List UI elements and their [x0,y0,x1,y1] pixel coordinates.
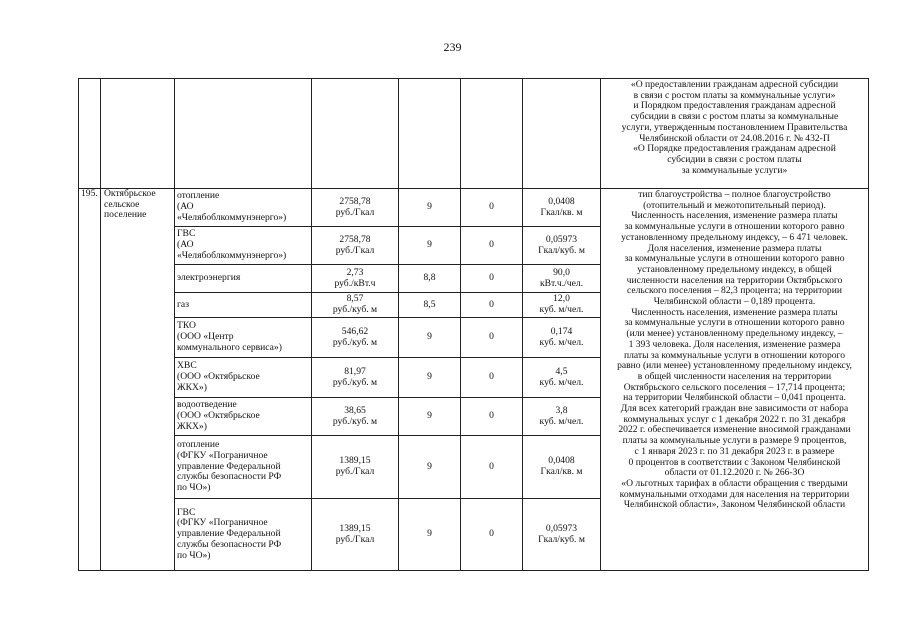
service-row [79,189,869,227]
tariff-value: 2758,78 руб./Гкал [312,189,399,227]
tariff-value: 2,73 руб./кВт.ч [312,265,399,293]
legal-basis-continuation: «О предоставлении гражданам адресной субсидии в связи с ростом платы за коммунальные услуги» и Порядком предоставления гражданам адресной субсидии в связи с ростом платы за коммунальные услуги, утвержденным постановлением Правительства Челябинской области от 24.08.2016 г. № 432-П «О Порядке предоставления гражданам адресной субсидии в связи с ростом платы за коммунальные услуги» [601,79,869,189]
index-value: 9 [399,499,461,571]
service-name: ГВС (АО «Челябоблкоммунэнерго») [175,227,312,265]
service-name: электроэнергия [175,265,312,293]
service-cell-empty [175,79,312,189]
tariff-value: 38,65 руб./куб. м [312,398,399,436]
index-value: 8,5 [399,293,461,318]
service-name: ХВС (ООО «Октябрьское ЖКХ») [175,358,312,398]
index-value: 9 [399,318,461,358]
service-name: ТКО (ООО «Центр коммунального сервиса») [175,318,312,358]
volume-value: 0,174 куб. м/чел. [523,318,601,358]
tariff-table [78,78,869,571]
index-value: 0 [461,398,523,436]
tariff-value: 546,62 руб./куб. м [312,318,399,358]
tariff-value: 81,97 руб./куб. м [312,358,399,398]
description-text: тип благоустройства – полное благоустройство (отопительный и межотопительный период). Численность населения, изменение размера платы за коммунальные услуги в отношении которого равно установленному предельному индексу, – 6 471 человек. Доля населения, изменение размера платы за коммунальные услуги в отношении которого равно установленному предельному индексу, в общей численности населения на территории Октябрьского сельского поселения – 82,3 процента; на территории Челябинской области – 0,189 процента. Численность населения, изменение размера платы за коммунальные услуги в отношении которого равно (или менее) установленному предельному индексу, – 1 393 человека. Доля населения, изменение размера платы за коммунальные услуги в отношении которого равно (или менее) установленному предельному индексу, в общей численности населения на территории Октябрьского сельского поселения – 17,714 процента; на территории Челябинской области – 0,041 процента. Для всех категорий граждан вне зависимости от набора коммунальных услуг с 1 декабря 2022 г. по 31 декабря 2022 г. обеспечивается изменение вносимой гражданами платы за коммунальные услуги в размере 9 процентов, с 1 января 2023 г. по 31 декабря 2023 г. в размере 0 процентов в соответствии с Законом Челябинской области от 01.12.2020 г. № 266-ЗО «О льготных тарифах в области обращения с твердыми коммунальными отходами для населения на территории Челябинской области», Законом Челябинской области [601,189,869,571]
index-cell-empty [461,79,523,189]
volume-value: 0,05973 Гкал/куб. м [523,227,601,265]
volume-value: 0,0408 Гкал/кв. м [523,189,601,227]
volume-value: 90,0 кВт.ч./чел. [523,265,601,293]
index-value: 0 [461,358,523,398]
tariff-value: 1389,15 руб./Гкал [312,499,399,571]
index-value: 0 [461,318,523,358]
tariff-value: 2758,78 руб./Гкал [312,227,399,265]
index-value: 9 [399,358,461,398]
index-value: 0 [461,189,523,227]
row-number: 195. [79,189,101,571]
volume-cell-empty [523,79,601,189]
index-value: 9 [399,398,461,436]
tariff-cell-empty [312,79,399,189]
page-number: 239 [443,40,462,54]
tariff-value: 1389,15 руб./Гкал [312,436,399,499]
index-value: 8,8 [399,265,461,293]
volume-value: 0,0408 Гкал/кв. м [523,436,601,499]
municipality-cell-empty [101,79,175,189]
number-cell-empty [79,79,101,189]
volume-value: 12,0 куб. м/чел. [523,293,601,318]
index-value: 9 [399,227,461,265]
tariff-value: 8,57 руб./куб. м [312,293,399,318]
volume-value: 3,8 куб. м/чел. [523,398,601,436]
service-name: водоотведение (ООО «Октябрьское ЖКХ») [175,398,312,436]
index-value: 9 [399,189,461,227]
service-name: газ [175,293,312,318]
index-value: 0 [461,227,523,265]
index-value: 9 [399,436,461,499]
municipality-name: Октябрьское сельское поселение [101,189,175,571]
volume-value: 4,5 куб. м/чел. [523,358,601,398]
service-name: ГВС (ФГКУ «Пограничное управление Федеральной службы безопасности РФ по ЧО») [175,499,312,571]
continuation-row [79,79,869,189]
index-value: 0 [461,499,523,571]
service-name: отопление (АО «Челябоблкоммунэнерго») [175,189,312,227]
index-cell-empty [399,79,461,189]
volume-value: 0,05973 Гкал/куб. м [523,499,601,571]
index-value: 0 [461,436,523,499]
index-value: 0 [461,293,523,318]
index-value: 0 [461,265,523,293]
service-name: отопление (ФГКУ «Пограничное управление Федеральной службы безопасности РФ по ЧО») [175,436,312,499]
